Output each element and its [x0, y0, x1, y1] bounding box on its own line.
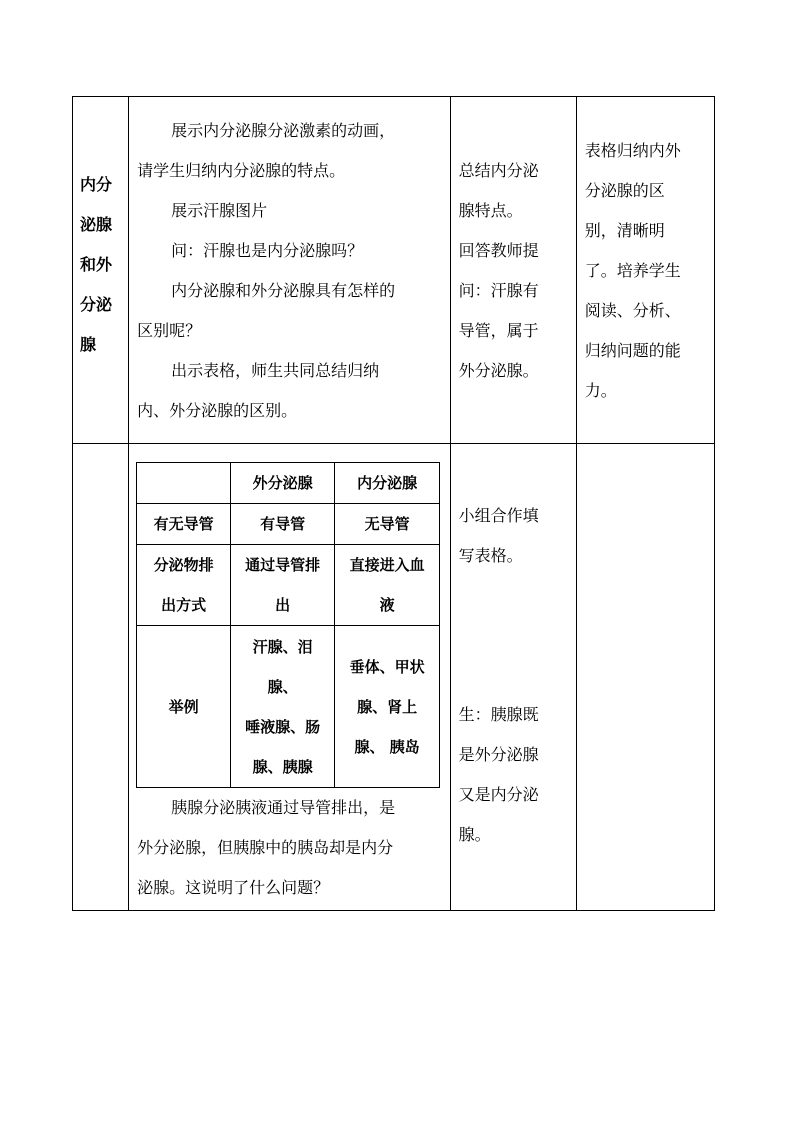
comparison-header-row	[137, 463, 440, 504]
topic-cell	[73, 97, 129, 444]
row-label-cell: 分泌物排 出方式	[137, 545, 231, 626]
comparison-row-examples	[137, 626, 440, 788]
teacher-line: 内分泌腺和外分泌腺具有怎样的	[171, 281, 396, 300]
intent-line: 表格归纳内外	[584, 141, 681, 160]
row-label-cell: 有无导管	[137, 504, 231, 545]
teacher-line: 问：汗腺也是内分泌腺吗？	[171, 241, 364, 260]
section-topic	[73, 97, 128, 365]
header-cell-endocrine: 内分泌腺	[335, 463, 440, 504]
student-line: 总结内分泌	[458, 161, 539, 180]
topic-line: 泌腺	[80, 215, 113, 234]
topic-line: 分泌	[80, 295, 113, 314]
design-intent-cell	[576, 97, 714, 444]
student-line: 小组合作填	[458, 506, 539, 525]
lesson-row-comparison	[73, 444, 715, 911]
teacher-line: 展示汗腺图片	[171, 201, 268, 220]
topic-line: 和外	[80, 255, 113, 274]
comparison-row-duct	[137, 504, 440, 545]
student-line: 导管，属于	[458, 321, 539, 340]
question-line: 泌腺。这说明了什么问题？	[137, 878, 330, 897]
header-cell-exocrine: 外分泌腺	[231, 463, 335, 504]
teacher-line: 请学生归纳内分泌腺的特点。	[137, 161, 346, 180]
student-line: 腺特点。	[458, 201, 523, 220]
intent-line: 归纳问题的能	[584, 341, 681, 360]
student-line: 是外分泌腺	[458, 745, 539, 764]
intent-line: 了。培养学生	[584, 261, 681, 280]
student-activity-2	[451, 444, 576, 855]
teacher-activity	[129, 97, 450, 431]
teacher-line: 区别呢？	[137, 321, 202, 340]
question-line: 胰腺分泌胰液通过导管排出，是	[171, 798, 396, 817]
header-cell-empty	[137, 463, 231, 504]
student-activity-cell-2	[450, 444, 576, 911]
topic-line: 腺	[80, 335, 97, 354]
comparison-row-secretion	[137, 545, 440, 626]
intent-line: 阅读、分析、	[584, 301, 681, 320]
teacher-line: 出示表格，师生共同总结归纳	[171, 361, 380, 380]
exocrine-cell: 汗腺、泪 腺、 唾液腺、肠 腺、胰腺	[231, 626, 335, 788]
empty-topic-cell	[73, 444, 129, 911]
teacher-line: 内、外分泌腺的区别。	[137, 401, 298, 420]
endocrine-cell: 垂体、甲状 腺、肾上 腺、 胰岛	[335, 626, 440, 788]
exocrine-cell: 通过导管排 出	[231, 545, 335, 626]
comparison-cell	[129, 444, 451, 911]
pancreas-question	[129, 788, 450, 908]
student-line: 外分泌腺。	[458, 361, 539, 380]
teacher-activity-cell	[129, 97, 451, 444]
topic-line: 内分	[80, 175, 113, 194]
student-line: 写表格。	[458, 546, 523, 565]
endocrine-cell: 直接进入血 液	[335, 545, 440, 626]
row-label-cell: 举例	[137, 626, 231, 788]
student-line: 又是内分泌	[458, 785, 539, 804]
design-intent	[577, 97, 714, 411]
student-line: 回答教师提	[458, 241, 539, 260]
lesson-plan-table	[72, 96, 715, 911]
student-activity	[451, 97, 576, 391]
intent-line: 分泌腺的区	[584, 181, 665, 200]
teacher-line: 展示内分泌腺分泌激素的动画，	[171, 121, 396, 140]
question-line: 外分泌腺，但胰腺中的胰岛却是内分	[137, 838, 394, 857]
intent-line: 力。	[584, 381, 617, 400]
endocrine-cell: 无导管	[335, 504, 440, 545]
lesson-row-endocrine	[73, 97, 715, 444]
student-line: 生：胰腺既	[458, 705, 539, 724]
gland-comparison-table	[136, 462, 440, 788]
student-activity-cell	[450, 97, 576, 444]
intent-line: 别，清晰明	[584, 221, 665, 240]
empty-intent-cell	[576, 444, 714, 911]
exocrine-cell: 有导管	[231, 504, 335, 545]
student-line: 腺。	[458, 825, 491, 844]
student-line: 问：汗腺有	[458, 281, 539, 300]
